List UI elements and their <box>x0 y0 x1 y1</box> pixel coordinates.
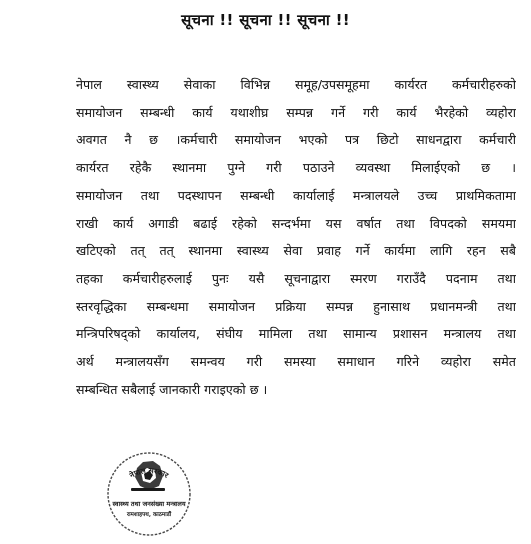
body-line: तहका कर्मचारीहरुलाई पुनः यसै सूचनाद्वारा स्मरण गराउँदै पदनाम तथा <box>76 270 516 286</box>
body-line: समायोजन सम्बन्धी कार्य यथाशीघ्र सम्पन्न गर्ने गरी कार्य भैरहेको व्यहोरा <box>76 104 516 120</box>
stamp-text-middle: स्वास्थ्य तथा जनसंख्या मन्त्रालय <box>112 500 186 508</box>
body-line: समायोजन तथा पदस्थापन सम्बन्धी कार्यालाई मन्त्रालयले उच्च प्राथमिकतामा <box>76 187 516 203</box>
body-line: राखी कार्य अगाडी बढाई रहेको सन्दर्भमा यस वर्षात तथा विपदको समयमा <box>76 215 516 231</box>
body-line: सम्बन्धित सबैलाई जानकारी गराइएको छ । <box>76 381 268 397</box>
body-line: नेपाल स्वास्थ्य सेवाका विभिन्न समूह/उपसमूहमा कार्यरत कर्मचारीहरुको <box>76 77 516 92</box>
body-line: स्तरवृद्धिका सम्बन्धमा समायोजन प्रक्रिया सम्पन्न हुनासाथ प्रधानमन्त्री तथा <box>76 298 516 314</box>
official-stamp <box>103 448 195 540</box>
stamp-text-top: नेपाल सरकार <box>128 465 171 480</box>
body-line: अवगत नै छ ।कर्मचारी समायोजन भएको पत्र छिटो साधनद्वारा कर्मचारी <box>76 132 516 148</box>
body-line: खटिएको तत् तत् स्थानमा स्वास्थ्य सेवा प्रवाह गर्ने कार्यमा लागि रहन सबै <box>76 243 516 259</box>
body-line: कार्यरत रहेकै स्थानमा पुग्ने गरी पठाउने व्यवस्था मिलाईएको छ । <box>76 160 516 176</box>
notice-title: सूचना !! सूचना !! सूचना !! <box>181 11 350 29</box>
notice-body <box>76 71 516 403</box>
stamp-text-bottom: रामशाहपथ, काठमाडौं <box>126 512 172 518</box>
body-line: मन्त्रिपरिषद्को कार्यालय, संघीय मामिला तथा सामान्य प्रशासन मन्त्रालय तथा <box>76 326 516 342</box>
body-line: अर्थ मन्त्रालयसँग समन्वय गरी समस्या समाधान गरिने व्यहोरा समेत <box>76 354 516 370</box>
